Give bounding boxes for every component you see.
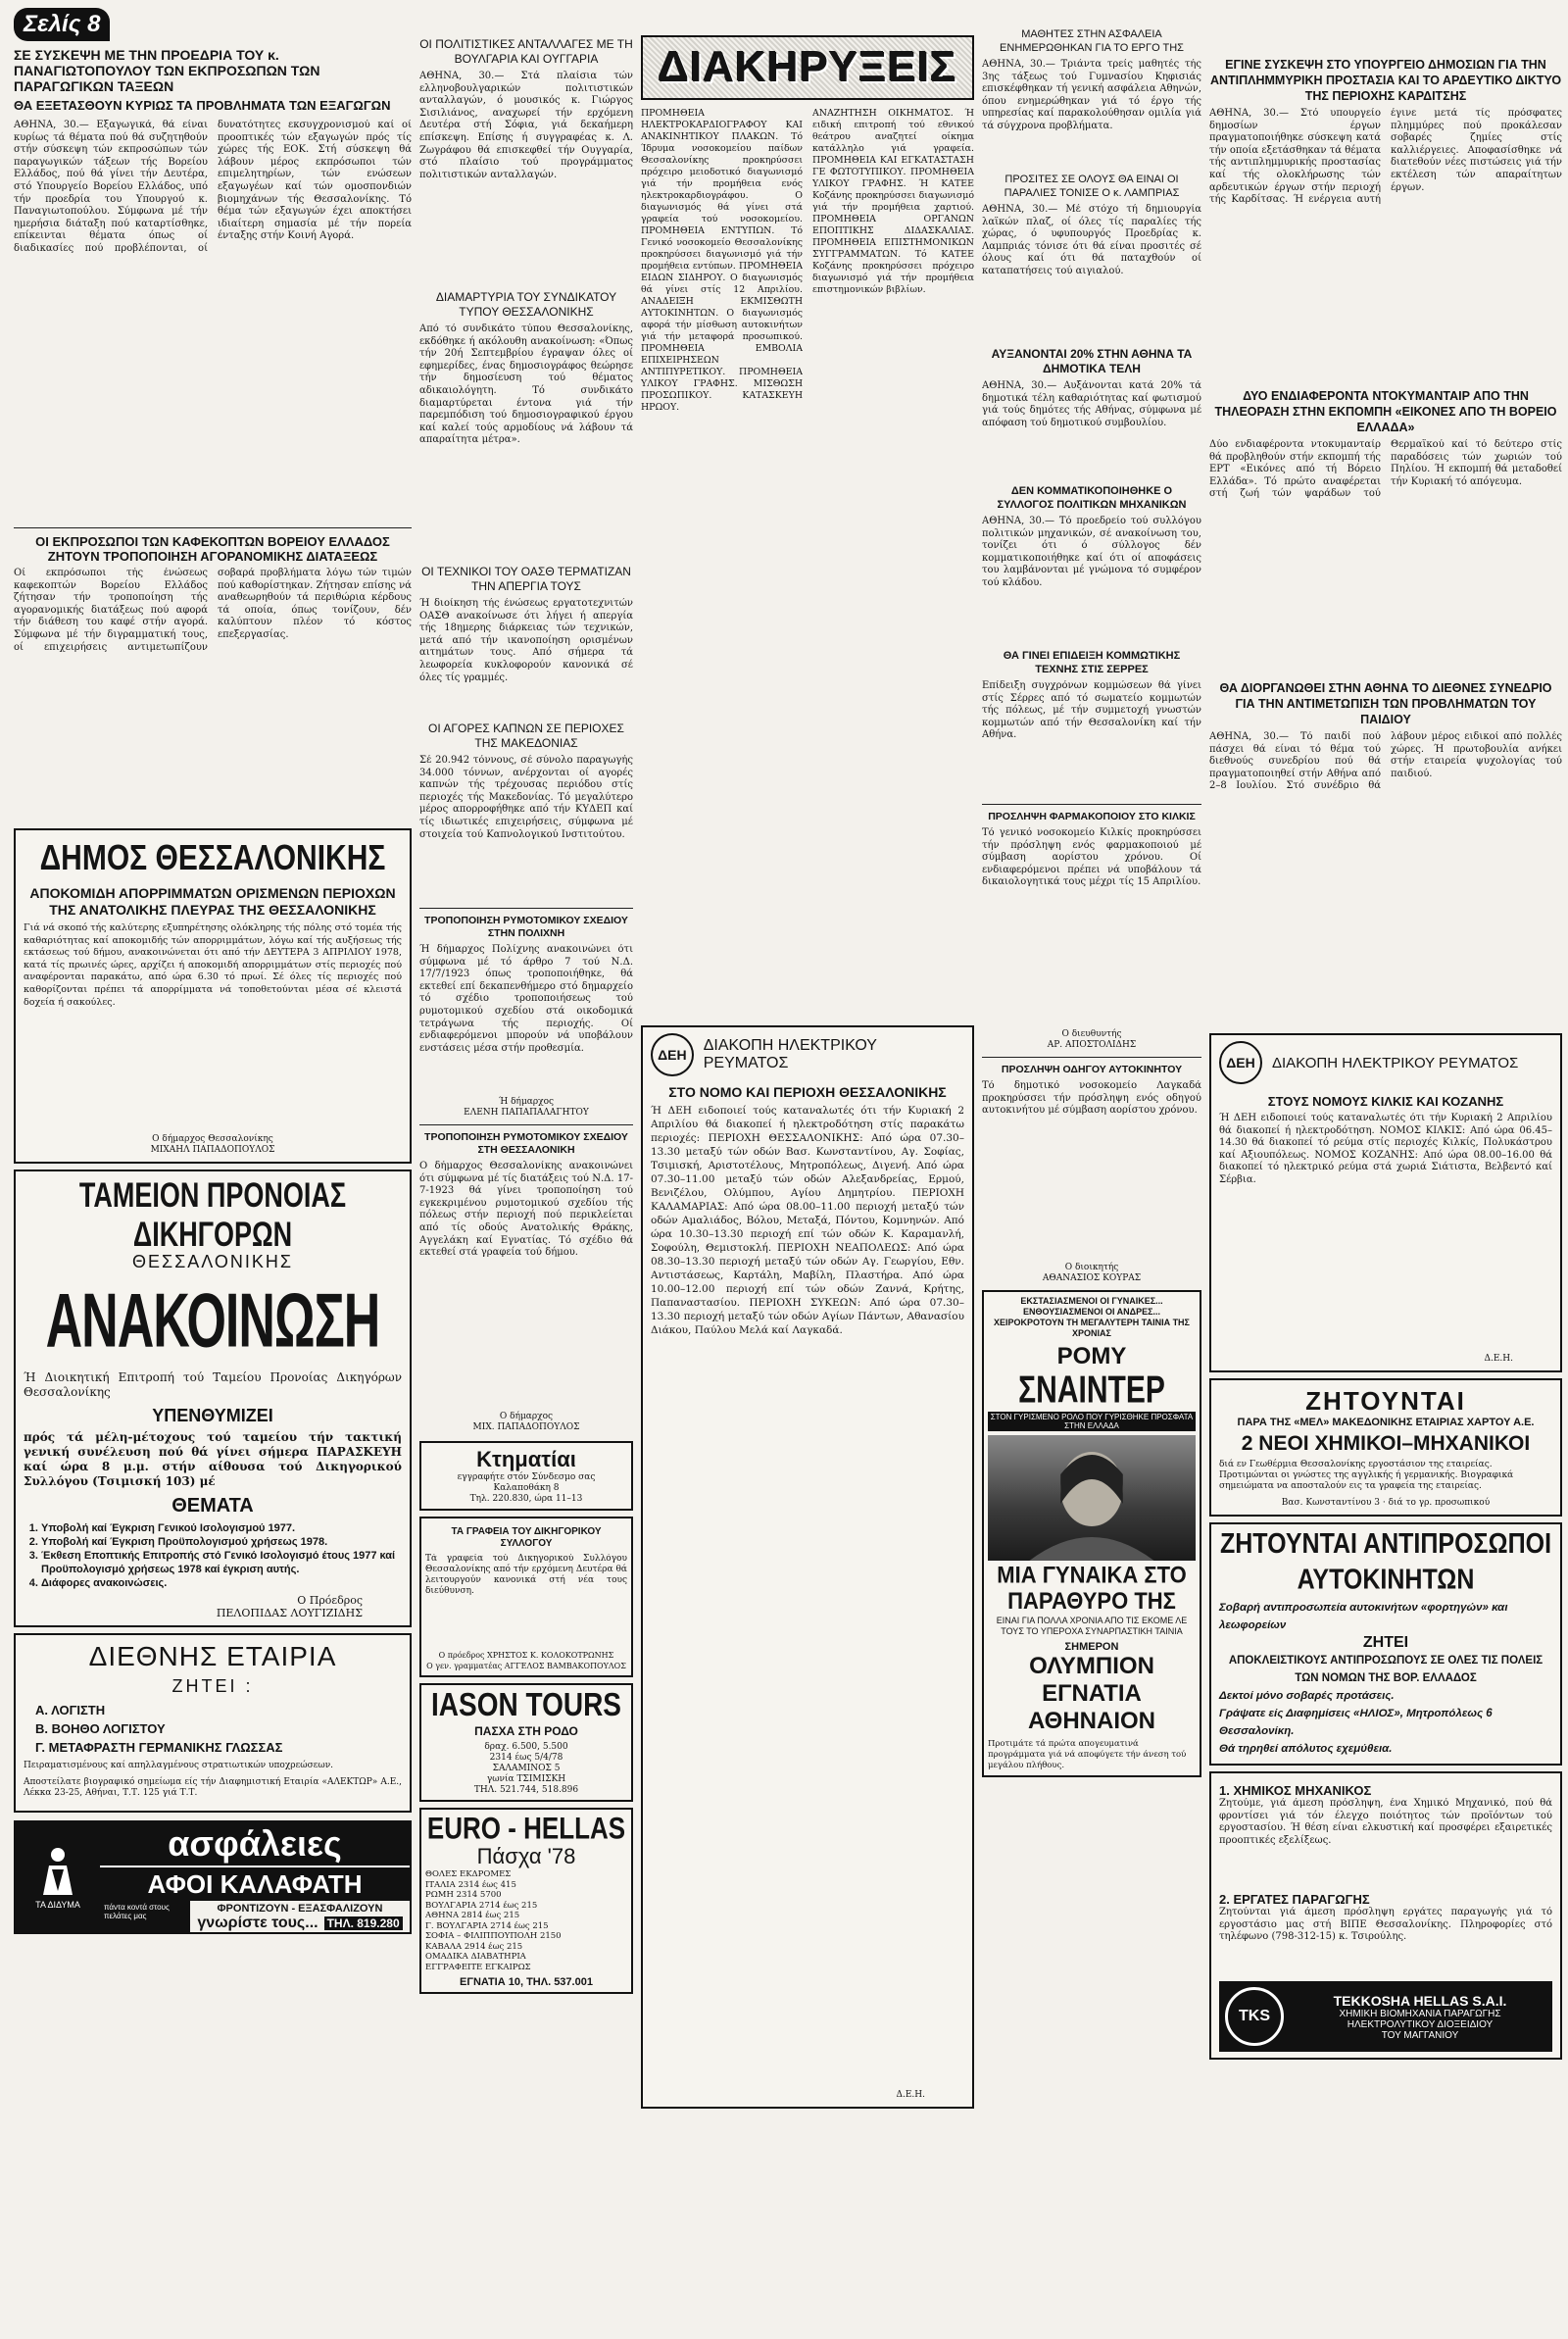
dealers-list <box>1219 1599 1552 1758</box>
iason-body: δραχ. 6.500, 5.500 2314 έως 5/4/78 ΣΑΛΑΜΙΝΟΣ 5 γωνία ΤΣΙΜΙΣΚΗ ΤΗΛ. 521.744, 518.896 <box>473 1742 579 1795</box>
deh-kilkis-signature: Δ.Ε.Η. <box>1484 1354 1513 1364</box>
didyma-logo-text: ΤΑ ΔΙΔΥΜΑ <box>35 1899 80 1910</box>
tameio-intro: Ή Διοικητική Επιτροπή τού Ταμείου Προνοίας Δικηγόρων Θεσσαλονίκης <box>24 1370 402 1399</box>
tekkosha-name: TEKKOSHA HELLAS S.A.I. <box>1333 1992 1507 2009</box>
article-headline-oasth: ΟΙ ΤΕΧΝΙΚΟΙ ΤΟΥ ΟΑΣΘ ΤΕΡΜΑΤΙΖΑΝ ΤΗΝ ΑΠΕΡΓΙΑ ΤΟΥΣ <box>421 565 631 593</box>
dimos-body: Γιά νά σκοπό τής καλύτερης εξυπηρέτησης ολόκληρης τής πόλης στό τομέα τής καθαριότητας καί αποκομιδής τών απορριμμάτων, λόγω καί τής αυξήσεως τής εκτάσεως τού δήμου, ανακοινώνεται ότι από τήν ΔΕΥΤΕΡΑ 3 ΑΠΡΙΛΙΟΥ 1978, κατά τίς πρωινές ώρες, αρχίζει ή αποκομιδή απορριμμάτων στίς περιοχές πού αναφέρονται παρακάτω, από ώρα 6.30 τό πρωί. Σέ όλες τίς περιοχές πού καθορίζονται πρέπει τά απορρίμματα νά τοποθετούνται μέσα σέ κλειστά δοχεία ή σακούλες. <box>24 922 402 1008</box>
divider <box>982 1057 1201 1058</box>
asfaleies-services-block <box>190 1901 410 1932</box>
main-headline: ΣΕ ΣΥΣΚΕΨΗ ΜΕ ΤΗΝ ΠΡΟΕΔΡΙΑ ΤΟΥ κ. ΠΑΝΑΓΙΩΤΟΠΟΥΛΟΥ ΤΩΝ ΕΚΠΡΟΣΩΠΩΝ ΤΩΝ ΠΑΡΑΓΩΓΙΚΩΝ ΤΑΞΕΩΝ <box>14 47 320 94</box>
article-body-syndicate: Από τό συνδικάτο τύπου Θεσσαλονίκης, εκδόθηκε ή ακόλουθη ανακοίνωση: «Όπως τήν 20ή Σεπτεμβρίου έγραψαν όλες οί εφημερίδες, ένας δημοσιογράφος θεώρησε τήν δημοσίευση τού θέματος αδικαιολόγητη. Τό συνδικάτο διαμαρτύρεται έντονα γιά τήν παρεμπόδιση τού δημοσιογραφικού έργου καί καλεί τούς αρμοδίους νά λάβουν τά απαραίτητα μέτρα». <box>419 323 633 446</box>
chem-position-1: 1. ΧΗΜΙΚΟΣ ΜΗΧΑΝΙΚΟΣ <box>1219 1783 1372 1798</box>
masthead <box>14 8 412 41</box>
notice-sign-polichni: Ή δήμαρχος ΕΛΕΝΗ ΠΑΠΑΠΑΛΑΓΗΤΟΥ <box>464 1097 589 1118</box>
euro-address: ΕΓΝΑΤΙΑ 10, ΤΗΛ. 537.001 <box>460 1976 593 1988</box>
dealers-line: Θά τηρηθεί απόλυτος εχεμύθεια. <box>1219 1743 1393 1755</box>
chem-body-2: Ζητούνται γιά άμεση πρόσληψη εργάτες παραγωγής γιά τό εργοστάσιο μας στή ΒΙΠΕ Θεσσαλονίκης. Πληροφορίες στό τηλέφωνο (798-312-15) κ. Τσιρούλης. <box>1219 1907 1552 1943</box>
main-article-body: ΑΘΗΝΑ, 30.— Εξαγωγικά, θά είναι κυρίως τά θέματα πού θά συζητηθούν στήν σύσκεψη τών εκπροσώπων τών παραγωγικών τάξεων τής Βορείου Ελλάδος, πού θά γίνει τήν Δευτέρα, στό Υπουργείο Βορείου Ελλάδος, υπό τήν προεδρία του Υπουργού κ. Παναγιωτοπούλου. Σύμφωνα μέ τήν ημερήσια διάταξη πού καταρτίσθηκε, επίκεινται θέματα όπως οί διαδικασίες πού προβλέπονται, οί δυνατότητες εκσυγχρονισμού καί οί προοπτικές τών εξαγωγών πρός τίς χώρες τής ΕΟΚ. Στή σύσκεψη θά λάβουν μέρος εκπρόσωποι τών επιμελητηρίων, τών ενώσεων εξαγωγέων καί τών ομοσπονδιών βιομηχάνων τής Θεσσαλονίκης. Τό θέμα τών εξαγωγών έχει αποκτήσει ιδιαίτερη σημασία μέ τήν πορεία ένταξης στήν Κοινή Αγορά. <box>14 120 412 254</box>
movie-star-first: ΡΟΜΥ <box>1056 1343 1127 1369</box>
tameio-title: ΤΑΜΕΙΟΝ ΠΡΟΝΟΙΑΣ ΔΙΚΗΓΟΡΩΝ <box>78 1175 347 1254</box>
position-item: Α. ΛΟΓΙΣΤΗ <box>35 1703 106 1717</box>
article-headline-engineers: ΔΕΝ ΚΟΜΜΑΤΙΚΟΠΟΙΗΘΗΚΕ Ο ΣΥΛΛΟΓΟΣ ΠΟΛΙΤΙΚΩΝ ΜΗΧΑΝΙΚΩΝ <box>997 485 1187 511</box>
tekkosha-ad <box>1209 1771 1562 2060</box>
article-body-cultural: ΑΘΗΝΑ, 30.— Στά πλαίσια τών ελληνοβουλγαρικών πολιτιστικών ανταλλαγών, ό μουσικός κ. Γιώργος Σισιλιάνος, αναχωρεί τήν ερχόμενη Δευτέρα στή Σόφια, γιά δεκαήμερη επίσκεψη. Επίσης ή συγγραφέας κ. Λ. Ζωγράφου θά επισκεφθεί τήν Ουγγαρία, στό πλαίσιο τού προγράμματος πολιτιστικών ανταλλαγών. <box>419 71 633 180</box>
movie-title: ΜΙΑ ΓΥΝΑΙΚΑ ΣΤΟ ΠΑΡΑΘΥΡΟ ΤΗΣ <box>997 1561 1187 1615</box>
divider <box>419 1124 633 1125</box>
article-headline-serres: ΘΑ ΓΙΝΕΙ ΕΠΙΔΕΙΞΗ ΚΟΜΜΩΤΙΚΗΣ ΤΕΧΝΗΣ ΣΤΙΣ ΣΕΡΡΕΣ <box>1003 650 1181 675</box>
notice-sign-pharmacist: Ο διευθυντής ΑΡ. ΑΠΟΣΤΟΛΙΔΗΣ <box>1047 1029 1137 1050</box>
asfaleies-bottom <box>100 1901 410 1932</box>
asfaleies-slogan: πάντα κοντά στους πελάτες μας <box>100 1901 190 1932</box>
notice-body-driver: Τό δημοτικό νοσοκομείο Λαγκαδά προκηρύσσει τήν πρόσληψη ενός οδηγού αυτοκινήτου μέ σύμβαση αορίστου χρόνου. <box>982 1080 1201 1117</box>
agenda-item: 1. Υποβολή καί Έγκριση Γενικού Ισολογισμού 1977. <box>41 1521 402 1535</box>
dealers-ad <box>1209 1522 1562 1766</box>
dikigorikos-body: Τά γραφεία τού Δικηγορικού Συλλόγου Θεσσαλονίκης από τήν ερχόμενη Δευτέρα θά λειτουργούν κανονικά στή νέα τους διεύθυνση. <box>425 1554 627 1596</box>
mel-ad <box>1209 1378 1562 1517</box>
dealers-line: ΑΠΟΚΛΕΙΣΤΙΚΟΥΣ ΑΝΤΙΠΡΟΣΩΠΟΥΣ ΣΕ ΟΛΕΣ ΤΙΣ ΠΟΛΕΙΣ ΤΩΝ ΝΟΜΩΝ ΤΗΣ ΒΟΡ. ΕΛΛΑΔΟΣ <box>1228 1655 1544 1684</box>
dikigorikos-sign: Ο πρόεδρος ΧΡΗΣΤΟΣ Κ. ΚΟΛΟΚΟΤΡΩΝΗΣ Ο γεν. γραμματέας ΑΓΓΕΛΟΣ ΒΑΜΒΑΚΟΠΟΥΛΟΣ <box>426 1651 626 1670</box>
mel-company: ΠΑΡΑ ΤΗΣ «ΜΕΛ» ΜΑΚΕΔΟΝΙΚΗΣ ΕΤΑΙΡΙΑΣ ΧΑΡΤΟΥ Α.Ε. <box>1237 1417 1535 1428</box>
chem-position-2: 2. ΕΡΓΑΤΕΣ ΠΑΡΑΓΩΓΗΣ <box>1219 1892 1370 1907</box>
article-body-oasth: Ή διοίκηση τής ένώσεως εργατοτεχνιτών ΟΑΣΘ ανακοίνωσε ότι λήγει ή απεργία τής 18ημερης διάρκειας τών τεχνικών, μετά από τήν ικανοποίηση ορισμένων αιτημάτων τους. Από σήμερα τά λεωφορεία κυκλοφορούν κανονικά σέ όλες τίς γραμμές. <box>419 598 633 683</box>
deh-kilkis-title: ΔΙΑΚΟΠΗ ΗΛΕΚΤΡΙΚΟΥ ΡΕΥΜΑΤΟΣ <box>1272 1054 1519 1071</box>
notice-body-polichni: Ή δήμαρχος Πολίχνης ανακοινώνει ότι σύμφωνα μέ τό άρθρο 7 τού Ν.Δ. 17/7/1923 όπως τροποποιήθηκε, θά εκτεθεί επί δεκαπενθήμερο στό δημαρχείο τό σχέδιο τροποποιήσεως τού ρυμοτομικού σχεδίου στά οικοδομικά τετράγωνα τής περιοχής. Οί ενδιαφερόμενοι μπορούν νά υποβάλουν ενστάσεις μέσα στήν προθεσμία. <box>419 944 633 1054</box>
mel-title: ΖΗΤΟΥΝΤΑΙ <box>1305 1386 1466 1416</box>
movie-tagline: ΕΚΣΤΑΣΙΑΣΜΕΝΟΙ ΟΙ ΓΥΝΑΙΚΕΣ... ΕΝΘΟΥΣΙΑΣΜΕΝΟΙ ΟΙ ΑΝΔΡΕΣ... ΧΕΙΡΟΚΡΟΤΟΥΝ ΤΗ ΜΕΓΑΛΥΤΕΡΗ ΤΑΙΝΙΑ ΤΗΣ ΧΡΟΝΙΑΣ <box>994 1296 1190 1338</box>
figures-icon <box>35 1846 80 1897</box>
article-body-serres: Επίδειξη συγχρόνων κομμώσεων θά γίνει στίς Σέρρες από τό σωματείο κομμωτών τής πόλεως, μέ τήν συμμετοχή γνωστών κομμωτών από τήν Θεσσαλονίκη καί τήν Αθήνα. <box>982 680 1201 741</box>
dieth-zitei: ΖΗΤΕΙ : <box>172 1676 254 1696</box>
position-item: Β. ΒΟΗΘΟ ΛΟΓΙΣΤΟΥ <box>35 1721 166 1736</box>
tameio-remind: ΥΠΕΝΘΥΜΙΖΕΙ <box>152 1406 273 1425</box>
dimos-subtitle: ΑΠΟΚΟΜΙΔΗ ΑΠΟΡΡΙΜΜΑΤΩΝ ΟΡΙΣΜΕΝΩΝ ΠΕΡΙΟΧΩΝ ΤΗΣ ΑΝΑΤΟΛΙΚΗΣ ΠΛΕΥΡΑΣ ΤΗΣ ΘΕΣΣΑΛΟΝΙΚΗΣ <box>29 885 396 918</box>
article-headline-congress: ΘΑ ΔΙΟΡΓΑΝΩΘΕΙ ΣΤΗΝ ΑΘΗΝΑ ΤΟ ΔΙΕΘΝΕΣ ΣΥΝΕΔΡΙΟ ΓΙΑ ΤΗΝ ΑΝΤΙΜΕΤΩΠΙΣΗ ΤΩΝ ΠΡΟΒΛΗΜΑΤΩΝ ΤΟΥ ΠΑΙΔΙΟΥ <box>1219 681 1552 726</box>
deh-notice-thessaloniki <box>641 1025 974 2109</box>
euro-body: ΘΟΛΕΣ ΕΚΔΡΟΜΕΣ ΙΤΑΛΙΑ 2314 έως 415 ΡΩΜΗ 2314 5700 ΒΟΥΛΓΑΡΙΑ 2714 έως 215 ΑΘΗΝΑ 2814 έως 215 Γ. ΒΟΥΛΓΑΡΙΑ 2714 έως 215 ΣΟΦΙΑ – ΦΙΛΙΠΠΟΥΠΟΛΗ 2150 ΚΑΒΑΛΑ 2914 έως 215 ΟΜΑΔΙΚΑ ΔΙΑΒΑΤΗΡΙΑ ΕΓΓΡΑΦΕΙΤΕ ΕΓΚΑΙΡΩΣ <box>425 1869 562 1972</box>
iason-title: IASON TOURS <box>431 1685 621 1722</box>
tekkosha-line: ΗΛΕΚΤΡΟΛΥΤΙΚΟΥ ΔΙΟΞΕΙΔΙΟΥ <box>1347 2018 1494 2030</box>
deh-kilkis-body: Ή ΔΕΗ ειδοποιεί τούς καταναλωτές ότι τήν Κυριακή 2 Απριλίου θά διακοπεί ή ηλεκτροδότηση. ΝΟΜΟΣ ΚΙΛΚΙΣ: Από ώρα 06.45–14.30 θά διακοπεί τό ρεύμα στίς περιοχές Κιλκίς, Πολυκάστρου καί Αξιουπόλεως. ΝΟΜΟΣ ΚΟΖΑΝΗΣ: Από ώρα 08.00–16.00 θά διακοπεί τό ηλεκτρικό ρεύμα στά χωριά Σιάτιστα, Βελβεντό καί Σέρβια. <box>1219 1113 1552 1185</box>
movie-ad <box>982 1290 1201 1777</box>
dealers-line: Γράψατε είς Διαφημίσεις «ΗΛΙΟΣ», Μητροπόλεως 6 Θεσσαλονίκη. <box>1219 1708 1493 1737</box>
asfaleies-services: ΦΡΟΝΤΙΖΟΥΝ - ΕΞΑΣΦΑΛΙΖΟΥΝ <box>217 1903 383 1915</box>
position-item: Γ. ΜΕΤΑΦΡΑΣΤΗ ΓΕΡΜΑΝΙΚΗΣ ΓΛΩΣΣΑΣ <box>35 1740 283 1755</box>
article-headline-floods: ΕΓΙΝΕ ΣΥΣΚΕΨΗ ΣΤΟ ΥΠΟΥΡΓΕΙΟ ΔΗΜΟΣΙΩΝ ΓΙΑ ΤΗΝ ΑΝΤΙΠΛΗΜΜΥΡΙΚΗ ΠΡΟΣΤΑΣΙΑ ΚΑΙ ΤΟ ΑΡΔΕΥΤΙΚΟ ΔΙΚΤΥΟ ΤΗΣ ΠΕΡΙΟΧΗΣ ΚΑΡΔΙΤΣΗΣ <box>1209 58 1562 103</box>
portrait-icon <box>988 1435 1196 1561</box>
deh-logo-icon: ΔΕΗ <box>651 1033 694 1076</box>
iason-subtitle: ΠΑΣΧΑ ΣΤΗ ΡΟΔΟ <box>474 1724 578 1738</box>
article-headline-beaches: ΠΡΟΣΙΤΕΣ ΣΕ ΟΛΟΥΣ ΘΑ ΕΙΝΑΙ ΟΙ ΠΑΡΑΛΙΕΣ ΤΟΝΙΣΕ Ο κ. ΛΑΜΠΡΙΑΣ <box>1004 174 1180 199</box>
deh-notice-kilkis <box>1209 1033 1562 1372</box>
notice-body-thessaloniki: Ο δήμαρχος Θεσσαλονίκης ανακοινώνει ότι σύμφωνα μέ τίς διατάξεις τού Ν.Δ. 17-7-1923 θά γίνει τροποποίηση τού εγκεκριμένου ρυμοτομικού σχεδίου τής πόλεως στήν περιοχή πού περικλείεται από τίς οδούς Ανατολικής Θράκης, Αγγελάκη καί Εγνατίας. Τό σχέδιο θά εκτεθεί στά γραφεία τού δήμου. <box>419 1161 633 1259</box>
dealers-line: ΖΗΤΕΙ <box>1362 1634 1409 1651</box>
article-body-coffee: Οί εκπρόσωποι τής ένώσεως καφεκοπτών Βορείου Ελλάδος ζήτησαν τήν τροποποίηση τής αγορανομικής διατάξεως πού αφορά τήν διάθεση του καφέ στήν αγορά. Σύμφωνα μέ τήν διγραμματική τους, οί επιχειρήσεις αντιμετωπίζουν σοβαρά προβλήματα λόγω τών τιμών πού καθορίστηκαν. Ζήτησαν επίσης νά αναθεωρηθούν τά περιθώρια κέρδους τά οποία, όπως τονίζουν, δέν καλύπτουν πλέον τό κόστος επεξεργασίας. <box>14 568 412 653</box>
column-3 <box>641 0 974 2339</box>
article-body-tobacco: Σέ 20.942 τόννους, σέ σύνολο παραγωγής 34.000 τόννων, ανέρχονται οί αγορές καπνών τής τρέχουσας περιόδου στίς περιοχές τής Μακεδονίας. Τό μεγαλύτερο μέρος απορροφήθηκε από τήν ΚΥΔΕΠ καί τίς ιδιωτικές επιχειρήσεις, σύμφωνα μέ στοιχεία τού Καπνολογικού Ινστιτούτου. <box>419 755 633 840</box>
column-2 <box>419 0 633 2339</box>
article-body-taxes: ΑΘΗΝΑ, 30.— Αυξάνονται κατά 20% τά δημοτικά τέλη καθαριότητας καί φωτισμού γιά τούς δημότες τής Αθήνας, σύμφωνα μέ απόφαση τού δημοτικού συμβουλίου. <box>982 380 1201 428</box>
main-subheadline: ΘΑ ΕΞΕΤΑΣΘΟΥΝ ΚΥΡΙΩΣ ΤΑ ΠΡΟΒΛΗΜΑΤΑ ΤΩΝ ΕΞΑΓΩΓΩΝ <box>14 98 391 113</box>
deh-kilkis-subtitle: ΣΤΟΥΣ ΝΟΜΟΥΣ ΚΙΛΚΙΣ ΚΑΙ ΚΟΖΑΝΗΣ <box>1267 1094 1504 1109</box>
dealers-line: Σοβαρή αντιπροσωπεία αυτοκινήτων «φορτηγών» και λεωφορείων <box>1219 1602 1508 1631</box>
section-tab: Σελίς 8 <box>14 8 110 41</box>
movie-today: ΣΗΜΕΡΟΝ <box>1064 1641 1119 1653</box>
article-body-students: ΑΘΗΝΑ, 30.— Τριάντα τρείς μαθητές τής 3ης τάξεως τού Γυμνασίου Κηφισιάς επισκέφθηκαν τή γενική ασφάλεια Αθηνών, όπου ενημερώθηκαν γιά τό έργο τής υπηρεσίας καί παρακολούθησαν ομιλία γιά τά σύγχρονα προβλήματα. <box>982 59 1201 131</box>
notice-title-thessaloniki: ΤΡΟΠΟΠΟΙΗΣΗ ΡΥΜΟΤΟΜΙΚΟΥ ΣΧΕΔΙΟΥ ΣΤΗ ΘΕΣΣΑΛΟΝΙΚΗ <box>424 1131 628 1156</box>
article-headline-coffee: ΟΙ ΕΚΠΡΟΣΩΠΟΙ ΤΩΝ ΚΑΦΕΚΟΠΤΩΝ ΒΟΡΕΙΟΥ ΕΛΛΑΔΟΣ ΖΗΤΟΥΝ ΤΡΟΠΟΠΟΙΗΣΗ ΑΓΟΡΑΝΟΜΙΚΗΣ ΔΙΑΤΑΞΕΩΣ <box>35 534 390 564</box>
asfaleies-know: γνωρίστε τους... <box>197 1915 318 1931</box>
article-headline-documentaries: ΔΥΟ ΕΝΔΙΑΦΕΡΟΝΤΑ ΝΤΟΚΥΜΑΝΤΑΙΡ ΑΠΟ ΤΗΝ ΤΗΛΕΟΡΑΣΗ ΣΤΗΝ ΕΚΠΟΜΠΗ «ΕΙΚΟΝΕΣ ΑΠΟ ΤΗ ΒΟΡΕΙΟ ΕΛΛΑΔΑ» <box>1214 389 1557 434</box>
tekkosha-line: ΤΟΥ ΜΑΓΓΑΝΙΟΥ <box>1381 2029 1459 2041</box>
tenders-right: ΑΝΑΖΗΤΗΣΗ ΟΙΚΗΜΑΤΟΣ. Ή ειδική επιτροπή τού εθνικού θεάτρου αναζητεί οίκημα κατάλληλο γιά γραφεία. ΠΡΟΜΗΘΕΙΑ ΚΑΙ ΕΓΚΑΤΑΣΤΑΣΗ ΓΕ ΦΩΤΟΤΥΠΙΚΟΥ. ΠΡΟΜΗΘΕΙΑ ΥΛΙΚΟΥ ΓΡΑΦΗΣ. Ή ΚΑΤΕΕ Κοζάνης προκηρύσσει διαγωνισμό γιά τήν προμήθεια χαρτιού. ΠΡΟΜΗΘΕΙΑ ΟΡΓΑΝΩΝ ΕΠΟΠΤΙΚΗΣ ΔΙΔΑΣΚΑΛΙΑΣ. ΠΡΟΜΗΘΕΙΑ ΕΠΙΣΤΗΜΟΝΙΚΩΝ ΣΥΓΓΡΑΜΜΑΤΩΝ. Τό ΚΑΤΕΕ Κοζάνης προκηρύσσει πρόχειρο διαγωνισμό γιά τήν προμήθεια επιστημονικών βιβλίων. <box>812 108 974 295</box>
mel-position: 2 ΝΕΟΙ ΧΗΜΙΚΟΙ–ΜΗΧΑΝΙΚΟΙ <box>1241 1432 1531 1455</box>
dieth-title: ΔΙΕΘΝΗΣ ΕΤΑΙΡΙΑ <box>88 1641 337 1671</box>
notice-title-driver: ΠΡΟΣΛΗΨΗ ΟΔΗΓΟΥ ΑΥΤΟΚΙΝΗΤΟΥ <box>1001 1064 1183 1075</box>
asfaleies-main <box>100 1822 410 1932</box>
article-body-beaches: ΑΘΗΝΑ, 30.— Μέ στόχο τή δημιουργία λαϊκών πλαζ, οί όλες τίς παραλίες τής χώρας, ό υφυπουργός Προεδρίας κ. Λαμπριάς τόνισε ότι θά είναι προσιτές σέ όλους καί ότι θά παταχθούν οί καταπατήσεις τού αιγιαλού. <box>982 204 1201 276</box>
tekkosha-line: ΧΗΜΙΚΗ ΒΙΟΜΗΧΑΝΙΑ ΠΑΡΑΓΩΓΗΣ <box>1339 2008 1501 2019</box>
notice-sign-driver: Ο διοικητής ΑΘΑΝΑΣΙΟΣ ΚΟΥΡΑΣ <box>1042 1263 1142 1283</box>
divider <box>419 908 633 909</box>
notice-sign-thessaloniki: Ο δήμαρχος ΜΙΧ. ΠΑΠΑΔΟΠΟΥΛΟΣ <box>472 1412 580 1432</box>
column-1 <box>14 0 412 2339</box>
article-headline-students: ΜΑΘΗΤΕΣ ΣΤΗΝ ΑΣΦΑΛΕΙΑ ΕΝΗΜΕΡΩΘΗΚΑΝ ΓΙΑ ΤΟ ΕΡΓΟ ΤΗΣ <box>1000 28 1184 54</box>
deh-header <box>651 1033 964 1076</box>
tameio-text: πρός τά μέλη-μέτοχους τού ταμείου τήν τακτική γενική συνέλευση πού θά γίνει σήμερα ΠΑΡΑΣΚΕΥΗ καί ώρα 8 μ.μ. στήν αίθουσα τού Δικηγορικού Συλλόγου (Τσιμισκή 103) μέ <box>24 1430 402 1488</box>
movie-subtag: ΣΤΟΝ ΓΥΡΙΣΜΕΝΟ ΡΟΛΟ ΠΟΥ ΓΥΡΙΣΘΗΚΕ ΠΡΟΣΦΑΤΑ ΣΤΗΝ ΕΛΛΑΔΑ <box>988 1412 1196 1431</box>
dieth-ad <box>14 1633 412 1813</box>
dieth-note: Πειραματισμένους καί απηλλαγμένους στρατιωτικών υποχρεώσεων. <box>24 1761 334 1770</box>
agenda-item: 3. Έκθεση Εποπτικής Επιτροπής στό Γενικό Ισολογισμό έτους 1977 καί Προϋπολογισμό χρήσεως 1978 καί έγκριση αυτής. <box>41 1549 402 1576</box>
ktimatiai-ad <box>419 1441 633 1511</box>
ktimatiai-title: Κτηματίαι <box>476 1447 576 1471</box>
dealers-line: Δεκτοί μόνο σοβαρές προτάσεις. <box>1219 1690 1395 1702</box>
notice-title-pharmacist: ΠΡΟΣΛΗΨΗ ΦΑΡΜΑΚΟΠΟΙΟΥ ΣΤΟ ΚΙΛΚΙΣ <box>988 811 1196 822</box>
euro-subtitle: Πάσχα '78 <box>476 1844 576 1868</box>
article-body-floods: ΑΘΗΝΑ, 30.— Στό υπουργείο δημοσίων έργων πραγματοποιήθηκε σύσκεψη κατά τήν οποία εξετάσθηκαν τά θέματα τής αντιπλημμυρικής προστασίας καί τής ολοκλήρωσης τών αρδευτικών έργων στήν περιοχή τής Καρδίτσας. Ή ενέργεια αυτή έγινε μετά τίς πρόσφατες πλημμύρες πού προκάλεσαν σοβαρές ζημίες στίς καλλιέργειες. Αποφασίσθηκε νά διατεθούν νέες πιστώσεις γιά τήν εκτέλεση τών απαραίτητων έργων. <box>1209 108 1562 206</box>
column-5 <box>1209 0 1562 2339</box>
diakirykseis-banner: ΔΙΑΚΗΡΥΞΕΙΣ <box>641 35 974 100</box>
movie-cinema-2: ΕΓΝΑΤΙΑ <box>1042 1680 1142 1707</box>
deh-signature: Δ.Ε.Η. <box>896 2090 925 2100</box>
euro-hellas-ad <box>419 1808 633 1994</box>
didyma-logo <box>16 1822 100 1932</box>
tekkosha-logo: TKS <box>1225 1987 1284 2046</box>
movie-photo <box>988 1435 1196 1561</box>
asfaleies-name-row <box>100 1866 410 1901</box>
tekkosha-footer <box>1219 1981 1552 2052</box>
deh-subtitle: ΣΤΟ ΝΟΜΟ ΚΑΙ ΠΕΡΙΟΧΗ ΘΕΣΣΑΛΟΝΙΚΗΣ <box>668 1084 947 1100</box>
tenders-left: ΠΡΟΜΗΘΕΙΑ ΗΛΕΚΤΡΟΚΑΡΔΙΟΓΡΑΦΟΥ ΚΑΙ ΑΝΑΚΙΝΗΤΙΚΟΥ ΠΛΑΚΩΝ. Τό Ίδρυμα νοσοκομείου παίδων Θεσσαλονίκης προκηρύσσει πρόχειρο μειοδοτικό διαγωνισμό γιά τήν προμήθεια ενός ηλεκτροκαρδιογράφου. Ο διαγωνισμός θά γίνει στά γραφεία τού νοσοκομείου. ΠΡΟΜΗΘΕΙΑ ΕΝΤΥΠΩΝ. Τό Γενικό νοσοκομείο Θεσσαλονίκης προκηρύσσει διαγωνισμό γιά τήν προμήθεια εντύπων. ΠΡΟΜΗΘΕΙΑ ΕΙΔΩΝ ΣΙΔΗΡΟΥ. Ο διαγωνισμός θά γίνει στίς 12 Απριλίου. ΑΝΑΔΕΙΞΗ ΕΚΜΙΣΘΩΤΗ ΑΥΤΟΚΙΝΗΤΩΝ. Ο διαγωνισμός αφορά τήν μίσθωση αυτοκινήτων γιά τήν μεταφορά προσωπικού. ΠΡΟΜΗΘΕΙΑ ΕΜΒΟΛΙΑ ΕΠΙΧΕΙΡΗΣΕΩΝ ΑΝΤΙΠΥΡΕΤΙΚΟΥ. ΠΡΟΜΗΘΕΙΑ ΥΛΙΚΟΥ ΓΡΑΦΗΣ. ΜΙΣΘΩΣΗ ΠΡΟΣΩΠΙΚΟΥ. ΚΑΤΑΣΚΕΥΗ ΗΡΩΟΥ. <box>641 108 803 413</box>
asfaleies-phone: ΤΗΛ. 819.280 <box>324 1916 403 1930</box>
article-body-documentaries: Δύο ενδιαφέροντα ντοκυμανταίρ θά προβληθούν στήν εκπομπή τής ΕΡΤ «Εικόνες από τή Βόρειο Ελλάδα». Τό πρώτο αναφέρεται στή ζωή τών ψαράδων τού Θερμαϊκού καί τό δεύτερο στίς παραδόσεις τών χωριών τού Πηλίου. Ή εκπομπή θά μεταδοθεί τήν Κυριακή τό απόγευμα. <box>1209 439 1562 500</box>
article-headline-tobacco: ΟΙ ΑΓΟΡΕΣ ΚΑΠΝΩΝ ΣΕ ΠΕΡΙΟΧΕΣ ΤΗΣ ΜΑΚΕΔΟΝΙΑΣ <box>428 722 624 750</box>
chem-body-1: Ζητούμε, γιά άμεση πρόσληψη, ένα Χημικό Μηχανικό, πού θά φροντίσει γιά τόν έλεγχο ποιότητος τών προϊόντων τού εργοστασίου. Ή θέση είναι ελκυστική καί προσφέρει εξαιρετικές προοπτικές εξελίξεως. <box>1219 1798 1552 1846</box>
agenda-item: 4. Διάφορες ανακοινώσεις. <box>41 1576 402 1590</box>
movie-description: ΕΙΝΑΙ ΓΙΑ ΠΟΛΛΑ ΧΡΟΝΙΑ ΑΠΟ ΤΙΣ ΕΚΟΜΕ ΛΕ ΤΟΥΣ ΤΟ ΥΠΕΡΟΧΑ ΣΥΝΑΡΠΑΣΤΙΚΗ ΤΑΙΝΙΑ <box>996 1616 1188 1636</box>
asfaleies-contact <box>190 1915 410 1932</box>
deh-title: ΔΙΑΚΟΠΗ ΗΛΕΚΤΡΙΚΟΥ ΡΕΥΜΑΤΟΣ <box>703 1037 877 1071</box>
dikigorikos-title: ΤΑ ΓΡΑΦΕΙΑ ΤΟΥ ΔΙΚΗΓΟΡΙΚΟΥ ΣΥΛΛΟΓΟΥ <box>451 1526 602 1549</box>
movie-star-last: ΣΝΑΙΝΤΕΡ <box>1018 1369 1165 1412</box>
dimos-notice <box>14 828 412 1164</box>
tameio-notice <box>14 1170 412 1627</box>
article-body-congress: ΑΘΗΝΑ, 30.— Τό παιδί πού πάσχει θά είναι τό θέμα τού διεθνούς συνεδρίου πού θά πραγματοποιηθεί στήν Αθήνα από 2–8 Ιουλίου. Στό συνέδριο θά λάβουν μέρος ειδικοί από πολλές χώρες. Ή πρωτοβουλία ανήκει στήν εταιρεία ψυχολογίας τού παιδιού. <box>1209 731 1562 792</box>
article-headline-syndicate: ΔΙΑΜΑΡΤΥΡΙΑ ΤΟΥ ΣΥΝΔΙΚΑΤΟΥ ΤΥΠΟΥ ΘΕΣΣΑΛΟΝΙΚΗΣ <box>435 290 617 319</box>
euro-title: EURO - HELLAS <box>426 1810 626 1846</box>
deh-body: Ή ΔΕΗ ειδοποιεί τούς καταναλωτές ότι τήν Κυριακή 2 Απριλίου θά διακοπεί ή ηλεκτροδότηση στίς παρακάτω περιοχές: ΠΕΡΙΟΧΗ ΘΕΣΣΑΛΟΝΙΚΗΣ: Από ώρα 07.30–13.30 μεταξύ τών οδών Βασ. Κωνσταντίνου, Αγ. Σοφίας, Τσιμισκή, Αριστοτέλους, Μητροπόλεως, Διγενή. Από ώρα 07.30–11.00 μεταξύ τών οδών Αλεξανδρείας, Ερμού, Βενιζέλου, Ολύμπου, Αγίου Δημητρίου. ΠΕΡΙΟΧΗ ΚΑΛΑΜΑΡΙΑΣ: Από ώρα 08.00–11.00 περιοχή μεταξύ τών οδών Αμαλιάδος, Βόλου, Μεταξά, Πόντου, Κομνηνών. Από ώρα 10.30–13.30 περιοχή επί τών οδών Κ. Καραμανλή, Σοφούλη, Θεμιστοκλή. ΠΕΡΙΟΧΗ ΝΕΑΠΟΛΕΩΣ: Από ώρα 08.30–13.30 περιοχή μεταξύ τών οδών Αγ. Γεωργίου, Εθν. Αντιστάσεως, Καρτάλη, Μαβίλη, Πλαστήρα. Από ώρα 10.00–12.00 περιοχή επί τών οδών Ζαννά, Κρήτης, Παπαναστασίου. ΠΕΡΙΟΧΗ ΣΥΚΕΩΝ: Από ώρα 07.30–13.30 περιοχή μεταξύ τών οδών Αγίων Πάντων, Αθανασίου Διάκου, Παύλου Μελά καί Λαγκαδά. <box>651 1105 964 1336</box>
divider <box>14 527 412 528</box>
article-body-engineers: ΑΘΗΝΑ, 30.— Τό προεδρείο τού συλλόγου πολιτικών μηχανικών, σέ ανακοίνωση του, τονίζει ότι ό σύλλογος δέν κομματικοποιήθηκε καί ότι οί αποφάσεις του λαμβάνονται μέ γνώμονα τό συμφέρον τού κλάδου. <box>982 516 1201 588</box>
tameio-announcement: ΑΝΑΚΟΙΝΩΣΗ <box>45 1278 380 1365</box>
tameio-city: ΘΕΣΣΑΛΟΝΙΚΗΣ <box>131 1252 294 1271</box>
dimos-title: ΔΗΜΟΣ ΘΕΣΣΑΛΟΝΙΚΗΣ <box>39 838 386 878</box>
ktimatiai-body: εγγραφήτε στόν Σύνδεσμο σας Καλαποθάκη 8 Τηλ. 220.830, ώρα 11–13 <box>457 1472 596 1504</box>
dieth-address: Αποστείλατε βιογραφικό σημείωμα είς τήν Διαφημιστική Εταιρία «ΑΛΕΚΤΩΡ» Α.Ε., Λέκκα 23-25, Αθήναι, Τ.Τ. 125 γιά Τ.Τ. <box>24 1777 402 1798</box>
deh-kilkis-header <box>1219 1041 1552 1084</box>
tenders-columns <box>641 108 974 1016</box>
deh-logo-icon: ΔΕΗ <box>1219 1041 1262 1084</box>
dikigorikos-notice <box>419 1517 633 1677</box>
agenda-item: 2. Υποβολή καί Έγκριση Προϋπολογισμού χρήσεως 1978. <box>41 1535 402 1549</box>
column-4 <box>982 0 1201 2339</box>
dimos-signature: Ο δήμαρχος Θεσσαλονίκης ΜΙΧΑΗΛ ΠΑΠΑΔΟΠΟΥΛΟΣ <box>150 1134 275 1155</box>
tameio-agenda <box>41 1521 402 1590</box>
asfaleies-name: ΑΦΟΙ ΚΑΛΑΦΑΤΗ <box>100 1866 410 1901</box>
notice-body-pharmacist: Τό γενικό νοσοκομείο Κιλκίς προκηρύσσει τήν πρόσληψη ενός φαρμακοποιού μέ σύμβαση αορίστου χρόνου. Οί ενδιαφερόμενοι πρέπει νά υποβάλουν τά δικαιολογητικά τους μέχρι τίς 15 Απριλίου. <box>982 827 1201 888</box>
movie-note: Προτιμάτε τά πρώτα απογευματινά προγράμματα γιά νά αποφύγετε τήν άνεση τού μεγάλου πλήθους. <box>988 1739 1187 1770</box>
mel-address: Βασ. Κωνσταντίνου 3 · διά το γρ. προσωπικού <box>1281 1498 1491 1508</box>
iason-tours-ad <box>419 1683 633 1802</box>
article-headline-cultural: ΟΙ ΠΟΛΙΤΙΣΤΙΚΕΣ ΑΝΤΑΛΛΑΓΕΣ ΜΕ ΤΗ ΒΟΥΛΓΑΡΙΑ ΚΑΙ ΟΥΓΓΑΡΙΑ <box>419 37 633 66</box>
asfaleies-title: ασφάλειες <box>100 1822 410 1866</box>
mel-body: διά εν Γεωθέρμια Θεσσαλονίκης εργοστάσιον της εταιρείας. Προτιμώνται οι γνώστες της αγγλικής ή γερμανικής. Βιογραφικά σημειώματα να αποσταλούν εις τα γραφεία της εταιρείας. <box>1219 1460 1514 1491</box>
movie-cinema-1: ΟΛΥΜΠΙΟΝ <box>1029 1653 1154 1679</box>
tekkosha-text <box>1294 1993 1546 2041</box>
tameio-signature: Ο Πρόεδρος ΠΕΛΟΠΙΔΑΣ ΛΟΥΓΙΖΙΔΗΣ <box>216 1594 363 1619</box>
notice-title-polichni: ΤΡΟΠΟΠΟΙΗΣΗ ΡΥΜΟΤΟΜΙΚΟΥ ΣΧΕΔΙΟΥ ΣΤΗΝ ΠΟΛΙΧΝΗ <box>424 915 628 939</box>
asfaleies-ad <box>14 1820 412 1934</box>
dieth-positions <box>24 1701 402 1757</box>
article-headline-taxes: ΑΥΞΑΝΟΝΤΑΙ 20% ΣΤΗΝ ΑΘΗΝΑ ΤΑ ΔΗΜΟΤΙΚΑ ΤΕΛΗ <box>991 347 1193 375</box>
tameio-themata: ΘΕΜΑΤΑ <box>172 1495 254 1517</box>
dealers-title: ΖΗΤΟΥΝΤΑΙ ΑΝΤΙΠΡΟΣΩΠΟΙ ΑΥΤΟΚΙΝΗΤΩΝ <box>1219 1527 1552 1596</box>
movie-cinema-3: ΑΘΗΝΑΙΟΝ <box>1027 1708 1156 1734</box>
divider <box>982 804 1201 805</box>
